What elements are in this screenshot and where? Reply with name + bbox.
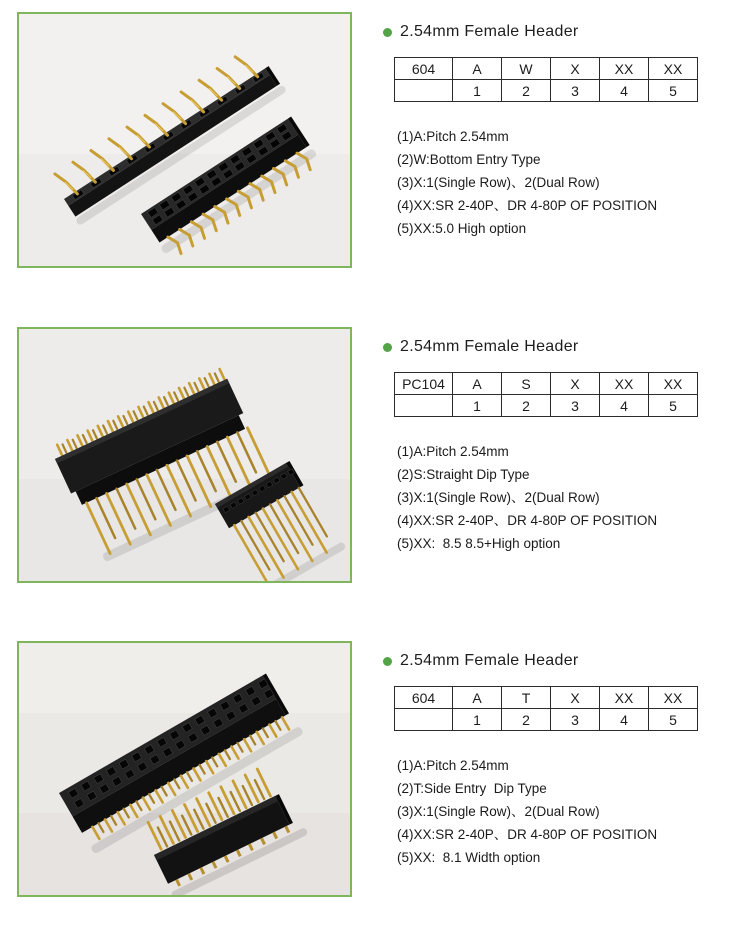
table-cell: 1: [453, 395, 502, 417]
table-cell: 1: [453, 80, 502, 102]
table-cell: 5: [649, 80, 698, 102]
table-cell: S: [502, 373, 551, 395]
note-line: (4)XX:SR 2-40P、DR 4-80P OF POSITION: [397, 827, 658, 842]
table-cell: 5: [649, 395, 698, 417]
table-row: [395, 80, 698, 102]
note-line: (4)XX:SR 2-40P、DR 4-80P OF POSITION: [397, 513, 658, 528]
table-cell: [395, 709, 453, 731]
section-title: 2.54mm Female Header: [400, 652, 579, 669]
table-cell: 1: [453, 709, 502, 731]
notes: [397, 440, 657, 555]
notes: [397, 125, 657, 240]
table-cell: A: [453, 373, 502, 395]
table-cell: 2: [502, 709, 551, 731]
product-photo-frame: [17, 12, 352, 268]
product-section-bottom-entry: [0, 12, 750, 272]
note-line: (5)XX: 8.1 Width option: [397, 850, 541, 865]
table-cell: X: [551, 373, 600, 395]
section-title: 2.54mm Female Header: [400, 23, 579, 40]
table-cell: XX: [649, 58, 698, 80]
table-cell: 2: [502, 395, 551, 417]
section-content: [378, 12, 728, 268]
table-cell: A: [453, 687, 502, 709]
table-cell: X: [551, 58, 600, 80]
bottom-entry-female-header-photo: [19, 14, 350, 266]
table-cell: XX: [649, 687, 698, 709]
note-line: (3)X:1(Single Row)、2(Dual Row): [397, 175, 600, 190]
bullet-icon: [383, 28, 392, 37]
table-cell: T: [502, 687, 551, 709]
note-line: (3)X:1(Single Row)、2(Dual Row): [397, 490, 600, 505]
table-row: [395, 687, 698, 709]
table-cell: [395, 395, 453, 417]
table-cell: PC104: [395, 373, 453, 395]
table-cell: W: [502, 58, 551, 80]
notes: [397, 754, 657, 869]
section-content: [378, 641, 728, 897]
table-cell: XX: [600, 58, 649, 80]
section-title-row: [383, 338, 579, 356]
bullet-icon: [383, 657, 392, 666]
product-photo-frame: [17, 641, 352, 897]
table-row: [395, 395, 698, 417]
table-cell: A: [453, 58, 502, 80]
product-section-side-entry: [0, 641, 750, 901]
note-line: (5)XX:5.0 High option: [397, 221, 527, 236]
table-cell: XX: [649, 373, 698, 395]
note-line: (2)W:Bottom Entry Type: [397, 152, 541, 167]
table-cell: XX: [600, 687, 649, 709]
table-cell: 604: [395, 687, 453, 709]
table-cell: [395, 80, 453, 102]
section-content: [378, 327, 728, 583]
product-photo-frame: [17, 327, 352, 583]
note-line: (1)A:Pitch 2.54mm: [397, 129, 509, 144]
section-title-row: [383, 23, 579, 41]
table-cell: 3: [551, 395, 600, 417]
table-cell: 4: [600, 80, 649, 102]
table-row: [395, 373, 698, 395]
table-cell: 2: [502, 80, 551, 102]
table-cell: XX: [600, 373, 649, 395]
table-cell: 3: [551, 709, 600, 731]
part-number-table: [394, 372, 698, 417]
table-cell: 4: [600, 709, 649, 731]
note-line: (2)T:Side Entry Dip Type: [397, 781, 547, 796]
section-title-row: [383, 652, 579, 670]
table-row: [395, 709, 698, 731]
note-line: (2)S:Straight Dip Type: [397, 467, 530, 482]
table-cell: 5: [649, 709, 698, 731]
product-section-straight-dip: [0, 327, 750, 587]
straight-dip-female-header-photo: [19, 329, 350, 581]
table-cell: 4: [600, 395, 649, 417]
bullet-icon: [383, 343, 392, 352]
note-line: (1)A:Pitch 2.54mm: [397, 758, 509, 773]
table-cell: X: [551, 687, 600, 709]
note-line: (1)A:Pitch 2.54mm: [397, 444, 509, 459]
part-number-table: [394, 686, 698, 731]
side-entry-dip-female-header-photo: [19, 643, 350, 895]
note-line: (3)X:1(Single Row)、2(Dual Row): [397, 804, 600, 819]
part-number-table: [394, 57, 698, 102]
section-title: 2.54mm Female Header: [400, 338, 579, 355]
note-line: (4)XX:SR 2-40P、DR 4-80P OF POSITION: [397, 198, 658, 213]
table-row: [395, 58, 698, 80]
table-cell: 604: [395, 58, 453, 80]
table-cell: 3: [551, 80, 600, 102]
note-line: (5)XX: 8.5 8.5+High option: [397, 536, 561, 551]
